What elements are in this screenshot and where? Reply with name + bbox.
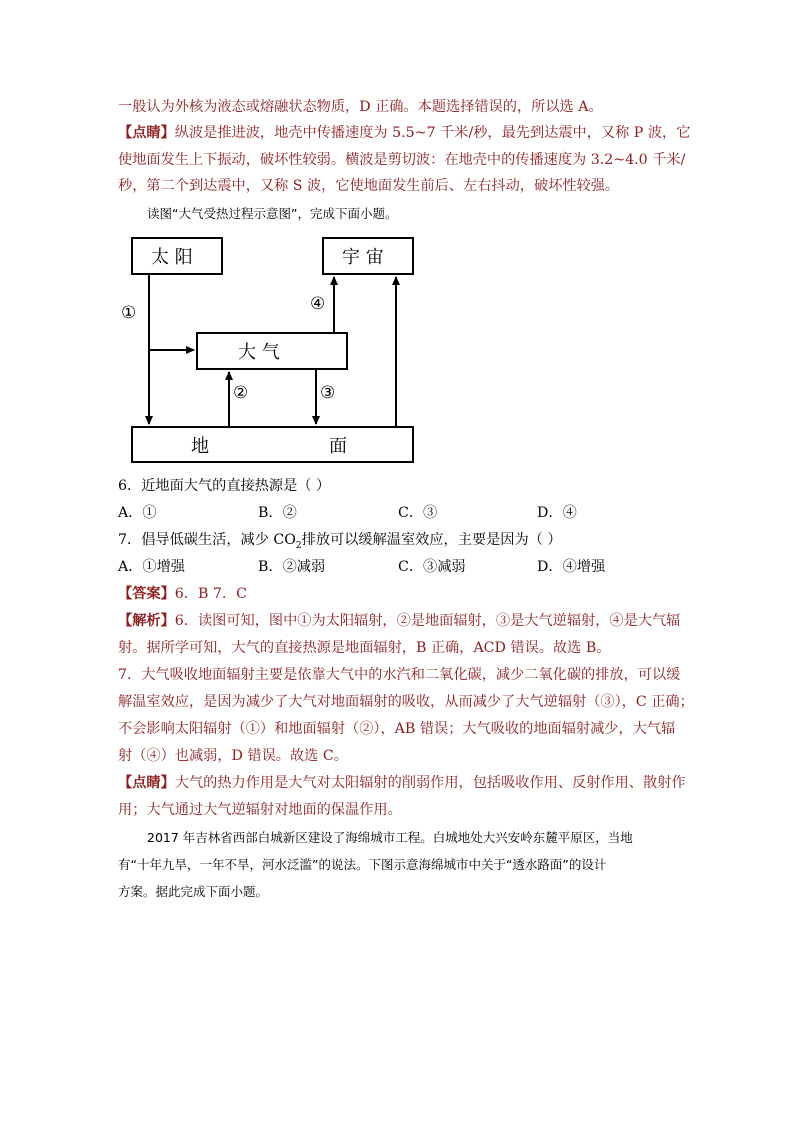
q7-option-c: C．③减弱	[398, 559, 466, 575]
diagram-intro: 读图“大气受热过程示意图”，完成下面小题。	[147, 206, 398, 221]
label-2: ②	[233, 383, 249, 403]
analysis-line-2: 射。据所学可知，大气的直接热源是地面辐射，B 正确，ACD 错误。故选 B。	[118, 640, 611, 656]
answer-line	[118, 584, 247, 604]
q7-subscript: 2	[295, 540, 302, 551]
analysis-line-1	[118, 611, 680, 631]
q6-option-a: A．①	[118, 505, 157, 521]
text-line-1: 一般认为外核为液态或熔融状态物质，D 正确。本题选择错误的，所以选 A。	[118, 99, 603, 115]
analysis-line-4: 解温室效应，是因为减少了大气对地面辐射的吸收，从而减少了大气逆辐射（③），C 正确；	[118, 694, 694, 710]
tip2-line-2: 用；大气通过大气逆辐射对地面的保温作用。	[118, 802, 402, 818]
q7-text-pre: 7．倡导低碳生活，减少 CO	[118, 532, 296, 548]
analysis-line-6: 射（④）也减弱，D 错误。故选 C。	[118, 748, 348, 764]
tip2-tag: 【点睛】	[118, 775, 175, 791]
tip-line-3: 秒，第二个到达震中，又称 S 波，它使地面发生前后、左右抖动，破坏性较强。	[118, 178, 620, 194]
label-1: ①	[121, 303, 137, 323]
q7-text-post: 排放可以缓解温室效应，主要是因为（ ）	[301, 532, 562, 548]
label-3: ③	[320, 383, 336, 403]
passage-line-1: 2017 年吉林省西部白城新区建设了海绵城市工程。白城地处大兴安岭东麓平原区，当地	[147, 830, 633, 845]
sun-box	[131, 237, 223, 275]
tip-line-2: 使地面发生上下振动，破坏性较弱。横波是剪切波：在地壳中的传播速度为 3.2~4.0 千米/	[118, 152, 686, 168]
passage-line-2: 有“十年九旱，一年不旱，河水泛滥”的说法。下图示意海绵城市中关于“透水路面”的设计	[118, 857, 607, 872]
q7-option-a: A．①增强	[118, 559, 185, 575]
ground-label-right: 面	[329, 435, 347, 457]
tip-text: 纵波是推进波，地壳中传播速度为 5.5~7 千米/秒，最先到达震中，又称 P 波，它	[174, 125, 691, 141]
atmosphere-box	[196, 332, 348, 370]
ground-box	[131, 426, 414, 463]
analysis-text-1: 6．读图可知，图中①为太阳辐射，②是地面辐射，③是大气逆辐射，④是大气辐	[174, 613, 681, 629]
universe-label: 宇 宙	[342, 247, 384, 268]
ground-label-left: 地	[191, 435, 209, 457]
q7-option-b: B．②减弱	[258, 559, 326, 575]
tip2-text-1: 大气的热力作用是大气对太阳辐射的削弱作用，包括吸收作用、反射作用、散射作	[174, 775, 686, 791]
analysis-tag: 【解析】	[118, 613, 175, 629]
q6-option-c: C．③	[398, 505, 438, 521]
tip-tag: 【点睛】	[118, 125, 175, 141]
q6-option-d: D．④	[537, 505, 577, 521]
universe-box	[322, 237, 414, 275]
answer-tag: 【答案】	[118, 586, 175, 602]
tip2-line-1	[118, 773, 686, 793]
analysis-line-3: 7．大气吸收地面辐射主要是依靠大气中的水汽和二氧化碳，减少二氧化碳的排放，可以缓	[118, 667, 681, 683]
q6-option-b: B．②	[258, 505, 297, 521]
sun-label: 太 阳	[151, 247, 193, 268]
question-6: 6．近地面大气的直接热源是（ ）	[118, 478, 331, 494]
q7-option-d: D．④增强	[537, 559, 606, 575]
atmosphere-label: 大 气	[238, 342, 280, 363]
answer-text: 6．B 7．C	[174, 586, 247, 602]
label-4: ④	[310, 294, 326, 314]
passage-line-3: 方案。据此完成下面小题。	[118, 884, 269, 899]
question-7	[118, 530, 562, 556]
analysis-line-5: 不会影响太阳辐射（①）和地面辐射（②），AB 错误；大气吸收的地面辐射减少，大气辐	[118, 721, 676, 737]
